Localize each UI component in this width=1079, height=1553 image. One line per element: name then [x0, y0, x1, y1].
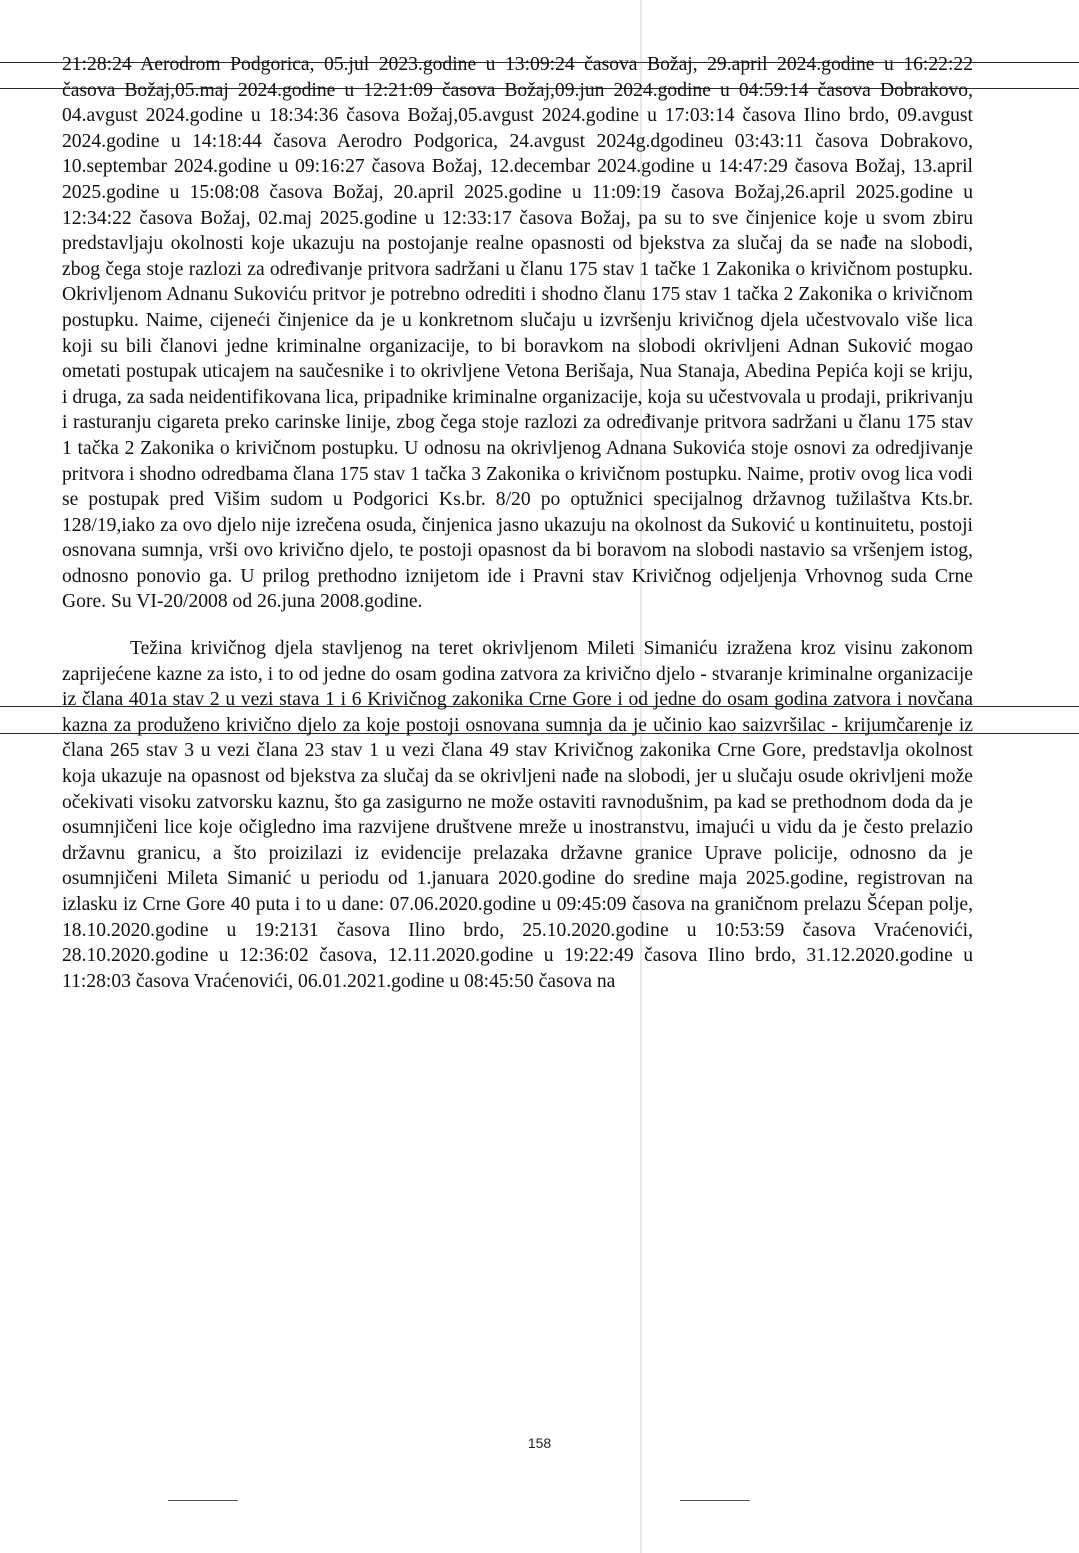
footer-mark-right [680, 1500, 750, 1501]
paragraph-2: Težina krivičnog djela stavljenog na teret okrivljenom Mileti Simaniću izražena kroz visinu zakonom zaprijećene kazne za isto, i to od jedne do osam godina zatvora za krivično djelo - stvaranje kriminalne organizacije iz člana 401a stav 2 u vezi stava 1 i 6 Krivičnog zakonika Crne Gore i od jedne do osam godina zatvora i novčana kazna za produženo krivično djelo za koje postoji osnovana sumnja da je učinio kao saizvršilac - krijumčarenje iz člana 265 stav 3 u vezi člana 23 stav 1 u vezi člana 49 stav Krivičnog zakonika Crne Gore, predstavlja okolnost koja ukazuje na opasnost od bjekstva za slučaj da se okrivljeni nađe na slobodi, jer u slučaju osude okrivljeni može očekivati visoku zatvorsku kaznu, što ga zasigurno ne može ostaviti ravnodušnim, pa kad se prethodnom doda da je osumnjičeni lice koje očigledno ima razvijene društvene mreže u inostranstvu, imajući u vidu da je često prelazio državnu granicu, a što proizilazi iz evidencije prelazaka državne granice Uprave policije, odnosno da je osumnjičeni Mileta Simanić u periodu od 1.januara 2020.godine do sredine maja 2025.godine, registrovan na izlasku iz Crne Gore 40 puta i to u dane: 07.06.2020.godine u 09:45:09 časova na graničnom prelazu Šćepan polje, 18.10.2020.godine u 19:2131 časova Ilino brdo, 25.10.2020.godine u 10:53:59 časova Vraćenovići, 28.10.2020.godine u 12:36:02 časova, 12.11.2020.godine u 19:22:49 časova Ilino brdo, 31.12.2020.godine u 11:28:03 časova Vraćenovići, 06.01.2021.godine u 08:45:50 časova na [62, 638, 973, 992]
footer-mark-left [168, 1500, 238, 1501]
document-body [62, 52, 973, 994]
page-number: 158 [527, 1435, 552, 1451]
paragraph-1: 21:28:24 Aerodrom Podgorica, 05.jul 2023.godine u 13:09:24 časova Božaj, 29.april 2024.godine u 16:22:22 časova Božaj,05.maj 2024.godine u 12:21:09 časova Božaj,09.jun 2024.godine u 04:59:14 časova Dobrakovo, 04.avgust 2024.godine u 18:34:36 časova Božaj,05.avgust 2024.godine u 17:03:14 časova Ilino brdo, 09.avgust 2024.godine u 14:18:44 časova Aerodro Podgorica, 24.avgust 2024g.dgodineu 03:43:11 časova Dobrakovo, 10.septembar 2024.godine u 09:16:27 časova Božaj, 12.decembar 2024.godine u 14:47:29 časova Božaj, 13.april 2025.godine u 15:08:08 časova Božaj, 20.april 2025.godine u 11:09:19 časova Božaj,26.april 2025.godine u 12:34:22 časova Božaj, 02.maj 2025.godine u 12:33:17 časova Božaj, pa su to sve činjenice koje u svom zbiru predstavljaju okolnosti koje ukazuju na postojanje realne opasnosti od bjekstva za slučaj da se nađe na slobodi, zbog čega stoje razlozi za određivanje pritvora sadržani u članu 175 stav 1 tačke 1 Zakonika o krivičnom postupku. Okrivljenom Adnanu Sukoviću pritvor je potrebno odrediti i shodno članu 175 stav 1 tačka 2 Zakonika o krivičnom postupku. Naime, cijeneći činjenice da je u konkretnom slučaju u izvršenju krivičnog djela učestvovalo više lica koji su bili članovi jedne kriminalne organizacije, to bi boravkom na slobodi okrivljeni Adnan Suković mogao ometati postupak uticajem na saučesnike i to okrivljene Vetona Berišaja, Nua Stanaja, Abedina Pepića koji se kriju, i druga, za sada neidentifikovana lica, pripadnike kriminalne organizacije, koja su učestvovala u prodaji, prikrivanju i rasturanju cigareta preko carinske linije, zbog čega stoje razlozi za određivanje pritvora sadržani u članu 175 stav 1 tačka 2 Zakonika o krivičnom postupku. U odnosu na okrivljenog Adnana Sukovića stoje osnovi za odredjivanje pritvora i shodno odredbama člana 175 stav 1 tačka 3 Zakonika o krivičnom postupku. Naime, protiv ovog lica vodi se postupak pred Višim sudom u Podgorici Ks.br. 8/20 po optužnici specijalnog državnog tužilaštva Kts.br. 128/19,iako za ovo djelo nije izrečena osuda, činjenica jasno ukazuju na okolnost da Suković u kontinuitetu, postoji osnovana sumnja, vrši ovo krivično djelo, te postoji opasnost da bi boravom na slobodi nastavio sa vršenjem istog, odnosno ponovio ga. U prilog prethodno iznijetom ide i Pravni stav Krivičnog odjeljenja Vrhovnog suda Crne Gore. Su VI-20/2008 od 26.juna 2008.godine. [62, 54, 973, 613]
